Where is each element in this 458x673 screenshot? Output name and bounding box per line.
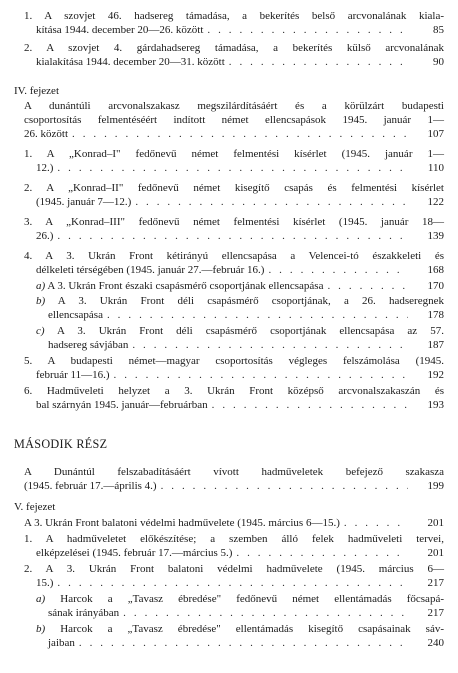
toc-entry-line: csoportosítás felmentéséért indított német ellencsapások 1945. január 1—: [24, 114, 444, 126]
leader-dots: [132, 339, 408, 353]
leader-dots: [57, 162, 408, 176]
page-number: 107: [427, 128, 444, 140]
part-heading: MÁSODIK RÉSZ: [14, 437, 108, 451]
page-number: 201: [427, 547, 444, 559]
toc-entry-line: jaiban . . .: [48, 637, 412, 651]
page-number: 170: [427, 280, 444, 292]
page-number: 199: [427, 480, 444, 492]
toc-entry-line: kialakítása 1944. december 20—31. között . . .: [36, 56, 412, 70]
leader-dots: [212, 399, 408, 413]
toc-entry-line: 26.) . . .: [36, 230, 412, 244]
page-number: 217: [427, 607, 444, 619]
page-number: 240: [427, 637, 444, 649]
toc-entry-line: ellencsapása . . .: [48, 309, 412, 323]
leader-dots: [123, 607, 408, 621]
toc-entry-line: bal szárnyán 1945. január—februárban . . .: [36, 399, 412, 413]
toc-entry-line: 6. Hadműveleti helyzet a 3. Ukrán Front középső arcvonalszakaszán és: [24, 385, 444, 397]
toc-entry-line: elképzelései (1945. február 17.—március 5.) . . .: [36, 547, 412, 561]
toc-entry-line: (1945. február 17.—április 4.) . . .: [24, 480, 412, 494]
leader-dots: [79, 637, 408, 651]
leader-dots: [207, 24, 408, 38]
toc-entry-line: 15.) . . .: [36, 577, 412, 591]
toc-entry-line: 1. A „Konrad–I" fedőnevű német felmentési kísérlet (1945. január 1—: [24, 148, 444, 160]
toc-entry-line: (1945. január 7—12.) . . .: [36, 196, 412, 210]
toc-entry-line: 1. A hadműveletet előkészítése; a szemben álló felek hadműveleti tervei,: [24, 533, 444, 545]
leader-dots: [344, 517, 408, 531]
page-number: 90: [433, 56, 444, 68]
page-number: 193: [427, 399, 444, 411]
toc-entry-line: a) Harcok a „Tavasz ébredése" fedőnevű német ellentámadás főcsapá-: [36, 593, 444, 605]
chapter-heading: IV. fejezet: [14, 85, 59, 97]
leader-dots: [114, 369, 408, 383]
toc-entry-line: sának irányában . . .: [48, 607, 412, 621]
leader-dots: [268, 264, 408, 278]
leader-dots: [161, 480, 408, 494]
leader-dots: [327, 280, 408, 294]
page-number: 192: [427, 369, 444, 381]
toc-entry-line: 2. A 3. Ukrán Front balatoni védelmi hadművelete (1945. március 6—: [24, 563, 444, 575]
leader-dots: [107, 309, 408, 323]
toc-entry-line: 2. A „Konrad–II" fedőnevű német kisegítő csapás és felmentési kísérlet: [24, 182, 444, 194]
page-number: 122: [427, 196, 444, 208]
toc-entry-line: 2. A szovjet 4. gárdahadsereg támadása, a bekerítés külső arcvonalának: [24, 42, 444, 54]
toc-entry-line: A Dunántúl felszabadításáért vívott hadműveletek befejező szakasza: [24, 466, 444, 478]
page-number: 217: [427, 577, 444, 589]
toc-entry-line: a) A 3. Ukrán Front északi csapásmérő csoportjának ellencsapása . . .: [36, 280, 412, 294]
toc-entry-line: c) A 3. Ukrán Front déli csapásmérő csoportjának ellencsapása az 57.: [36, 325, 444, 337]
toc-entry-line: A dunántúli arcvonalszakasz megszilárdításáért és a körülzárt budapesti: [24, 100, 444, 112]
leader-dots: [135, 196, 408, 210]
toc-entry-line: hadsereg sávjában . . .: [48, 339, 412, 353]
toc-entry-line: kítása 1944. december 20—26. között . . .: [36, 24, 412, 38]
chapter-heading: V. fejezet: [14, 501, 56, 513]
toc-entry-line: 1. A szovjet 46. hadsereg támadása, a bekerítés belső arcvonalának kiala-: [24, 10, 444, 22]
toc-entry-line: A 3. Ukrán Front balatoni védelmi hadművelete (1945. március 6—15.) . . .: [24, 517, 412, 531]
toc-entry-line: b) A 3. Ukrán Front déli csapásmérő csoportjának, a 26. hadseregnek: [36, 295, 444, 307]
toc-entry-line: 12.) . . .: [36, 162, 412, 176]
toc-entry-line: 26. között . . .: [24, 128, 412, 142]
leader-dots: [57, 577, 408, 591]
toc-entry-line: 4. A 3. Ukrán Front kétirányú ellencsapása a Velencei-tó északkeleti és: [24, 250, 444, 262]
toc-entry-line: február 11—16.) . . .: [36, 369, 412, 383]
page-number: 178: [427, 309, 444, 321]
page-number: 168: [427, 264, 444, 276]
toc-entry-line: 5. A budapesti német—magyar csoportosítás végleges felszámolása (1945.: [24, 355, 444, 367]
leader-dots: [57, 230, 408, 244]
page-number: 187: [427, 339, 444, 351]
toc-entry-line: 3. A „Konrad–III" fedőnevű német felmentési kísérlet (1945. január 18—: [24, 216, 444, 228]
leader-dots: [72, 128, 408, 142]
page-number: 139: [427, 230, 444, 242]
toc-entry-line: délkeleti térségében (1945. január 27.—február 16.) . . .: [36, 264, 412, 278]
page-number: 201: [427, 517, 444, 529]
toc-entry-line: b) Harcok a „Tavasz ébredése" ellentámadás kisegítő csapásainak sáv-: [36, 623, 444, 635]
page-number: 85: [433, 24, 444, 36]
page-number: 110: [427, 162, 444, 174]
leader-dots: [236, 547, 408, 561]
leader-dots: [229, 56, 408, 70]
